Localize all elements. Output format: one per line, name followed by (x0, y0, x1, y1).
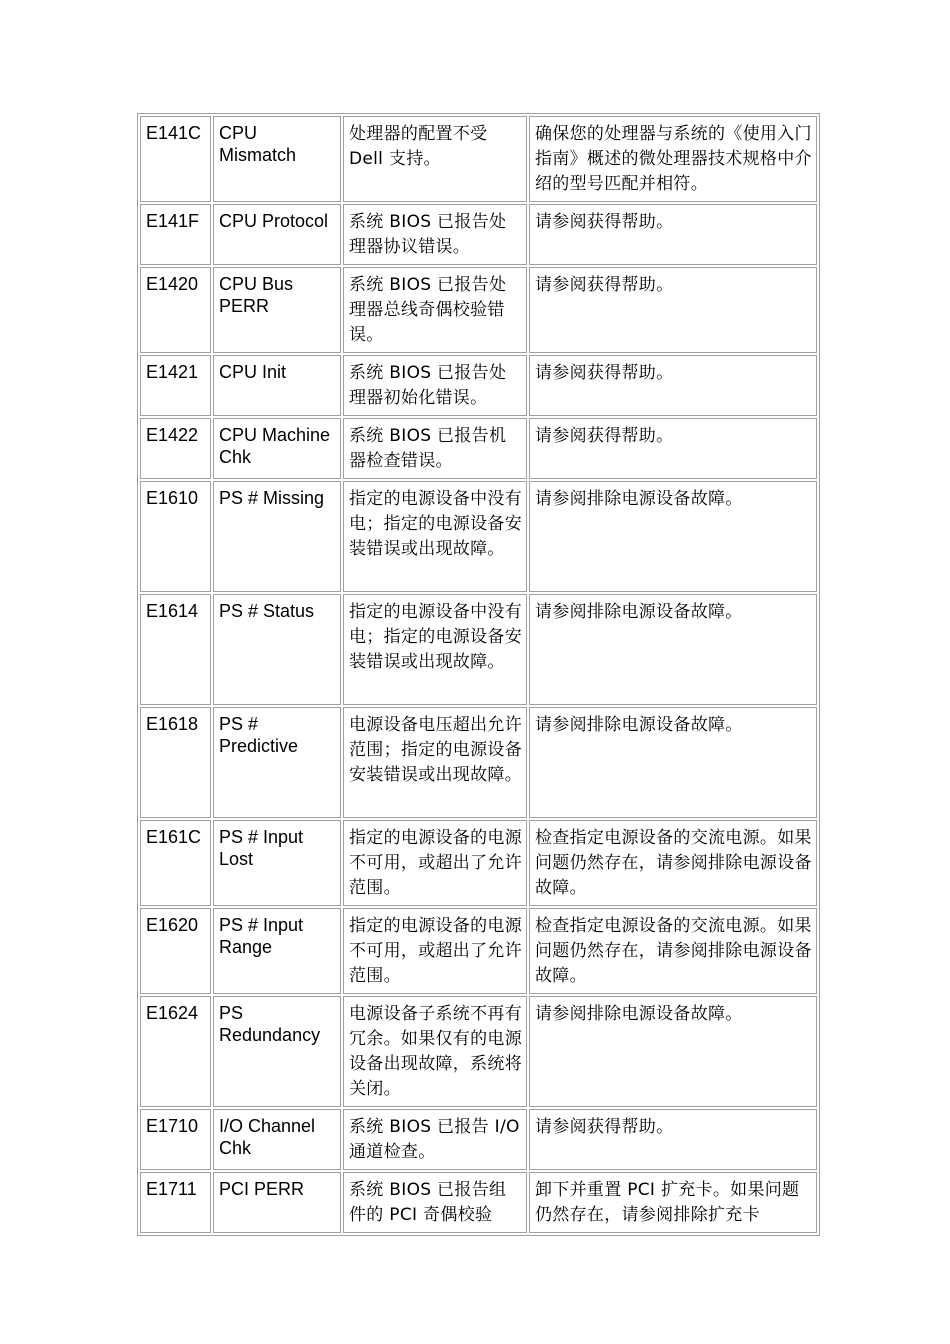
error-name-cell: PS # Input Range (213, 908, 341, 994)
table-row (140, 996, 817, 1107)
action-cell: 请参阅排除电源设备故障。 (529, 481, 817, 592)
error-name-cell: PS Redundancy (213, 996, 341, 1107)
action-cell: 请参阅排除电源设备故障。 (529, 707, 817, 818)
error-code-cell: E1620 (140, 908, 211, 994)
description-cell: 处理器的配置不受 Dell 支持。 (343, 116, 527, 202)
table-row (140, 707, 817, 818)
error-code-cell: E1614 (140, 594, 211, 705)
action-cell: 卸下并重置 PCI 扩充卡。如果问题仍然存在，请参阅排除扩充卡 (529, 1172, 817, 1233)
action-cell: 请参阅获得帮助。 (529, 418, 817, 479)
action-cell: 检查指定电源设备的交流电源。如果问题仍然存在，请参阅排除电源设备故障。 (529, 820, 817, 906)
table-row (140, 267, 817, 353)
description-cell: 指定的电源设备中没有电；指定的电源设备安装错误或出现故障。 (343, 594, 527, 705)
table-row (140, 1172, 817, 1233)
error-code-table-body (140, 116, 817, 1233)
description-cell: 系统 BIOS 已报告机器检查错误。 (343, 418, 527, 479)
action-cell: 请参阅获得帮助。 (529, 355, 817, 416)
description-cell: 电源设备子系统不再有冗余。如果仅有的电源设备出现故障，系统将关闭。 (343, 996, 527, 1107)
action-cell: 请参阅排除电源设备故障。 (529, 594, 817, 705)
error-code-cell: E141F (140, 204, 211, 265)
error-name-cell: CPU Protocol (213, 204, 341, 265)
table-row (140, 908, 817, 994)
error-name-cell: PS # Predictive (213, 707, 341, 818)
error-name-cell: PS # Input Lost (213, 820, 341, 906)
table-row (140, 1109, 817, 1170)
error-name-cell: CPU Mismatch (213, 116, 341, 202)
error-name-cell: PCI PERR (213, 1172, 341, 1233)
error-name-cell: CPU Bus PERR (213, 267, 341, 353)
error-code-cell: E1421 (140, 355, 211, 416)
table-row (140, 481, 817, 592)
error-code-cell: E1422 (140, 418, 211, 479)
table-row (140, 418, 817, 479)
description-cell: 指定的电源设备的电源不可用，或超出了允许范围。 (343, 908, 527, 994)
error-code-cell: E1420 (140, 267, 211, 353)
error-code-cell: E141C (140, 116, 211, 202)
description-cell: 系统 BIOS 已报告处理器初始化错误。 (343, 355, 527, 416)
action-cell: 检查指定电源设备的交流电源。如果问题仍然存在，请参阅排除电源设备故障。 (529, 908, 817, 994)
action-cell: 确保您的处理器与系统的《使用入门指南》概述的微处理器技术规格中介绍的型号匹配并相符。 (529, 116, 817, 202)
error-code-cell: E1624 (140, 996, 211, 1107)
error-code-cell: E1610 (140, 481, 211, 592)
action-cell: 请参阅获得帮助。 (529, 204, 817, 265)
error-name-cell: CPU Machine Chk (213, 418, 341, 479)
description-cell: 系统 BIOS 已报告处理器总线奇偶校验错误。 (343, 267, 527, 353)
description-cell: 系统 BIOS 已报告 I/O 通道检查。 (343, 1109, 527, 1170)
error-name-cell: PS # Status (213, 594, 341, 705)
error-name-cell: PS # Missing (213, 481, 341, 592)
error-code-cell: E161C (140, 820, 211, 906)
description-cell: 电源设备电压超出允许范围；指定的电源设备安装错误或出现故障。 (343, 707, 527, 818)
error-name-cell: CPU Init (213, 355, 341, 416)
description-cell: 指定的电源设备中没有电；指定的电源设备安装错误或出现故障。 (343, 481, 527, 592)
table-row (140, 204, 817, 265)
error-name-cell: I/O Channel Chk (213, 1109, 341, 1170)
error-code-table (137, 113, 820, 1236)
table-row (140, 594, 817, 705)
action-cell: 请参阅排除电源设备故障。 (529, 996, 817, 1107)
description-cell: 系统 BIOS 已报告组件的 PCI 奇偶校验 (343, 1172, 527, 1233)
error-code-cell: E1618 (140, 707, 211, 818)
description-cell: 系统 BIOS 已报告处理器协议错误。 (343, 204, 527, 265)
description-cell: 指定的电源设备的电源不可用，或超出了允许范围。 (343, 820, 527, 906)
table-row (140, 116, 817, 202)
action-cell: 请参阅获得帮助。 (529, 267, 817, 353)
table-row (140, 820, 817, 906)
error-code-cell: E1711 (140, 1172, 211, 1233)
action-cell: 请参阅获得帮助。 (529, 1109, 817, 1170)
table-row (140, 355, 817, 416)
error-code-cell: E1710 (140, 1109, 211, 1170)
